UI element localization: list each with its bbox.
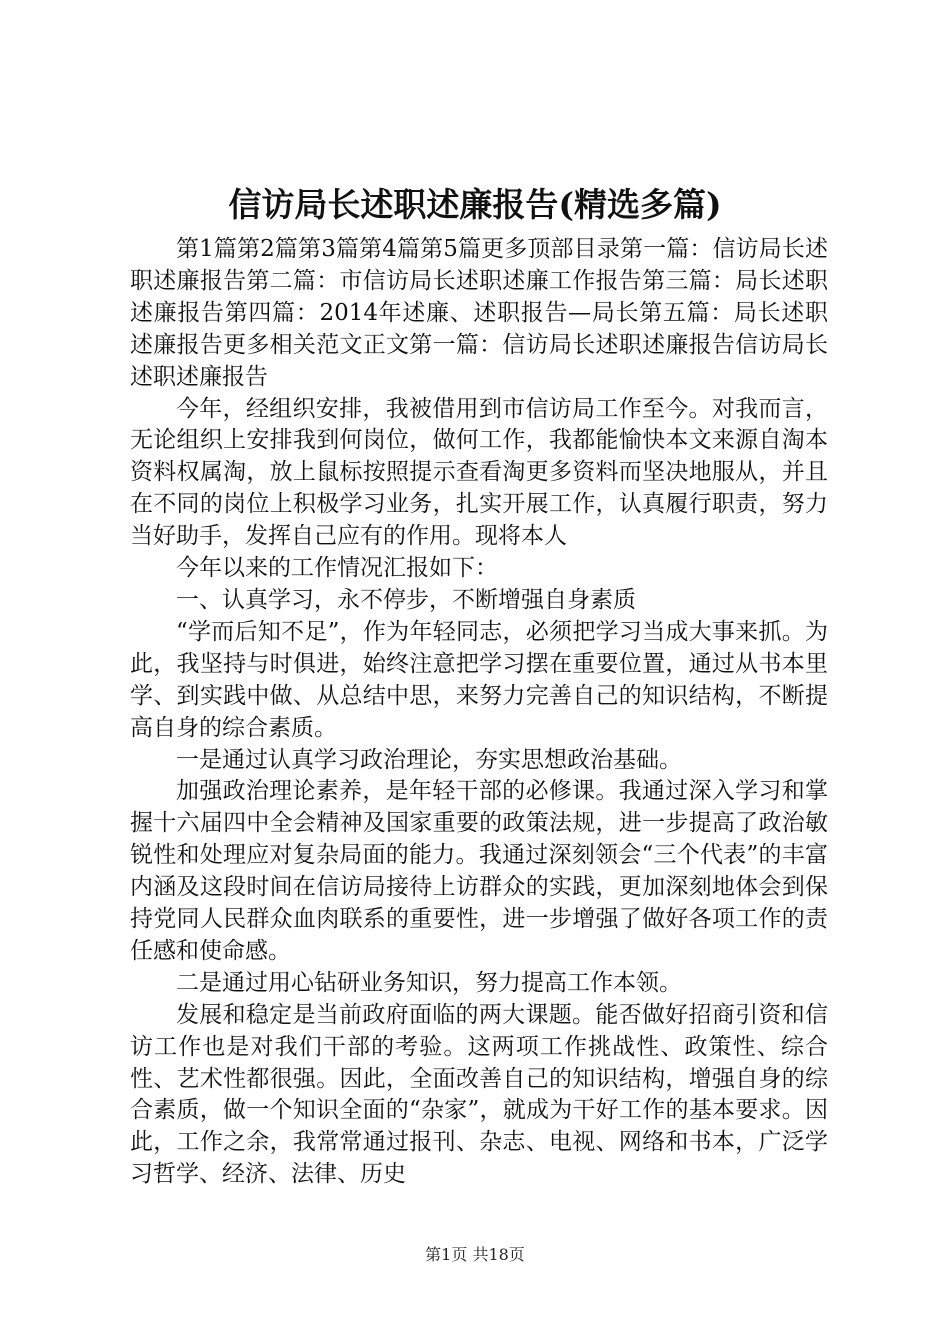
document-body bbox=[130, 234, 828, 1191]
document-title: 信访局长述职述廉报告(精选多篇) bbox=[228, 185, 722, 224]
paragraph: 今年以来的工作情况汇报如下： bbox=[176, 555, 498, 582]
paragraph-table-of-contents: 第1篇第2篇第3篇第4篇第5篇更多顶部目录第一篇：信访局长述职述廉报告第二篇：市信访局长述职述廉工作报告第三篇：局长述职述廉报告第四篇：2014年述廉、述职报告—局长第五篇：局长述职述廉报告更多相关范文正文第一篇：信访局长述职述廉报告信访局长述职述廉报告 bbox=[130, 236, 828, 390]
subsection-heading: 一是通过认真学习政治理论，夯实思想政治基础。 bbox=[176, 746, 682, 773]
subsection-heading: 二是通过用心钻研业务知识，努力提高工作本领。 bbox=[176, 969, 682, 996]
paragraph: 今年，经组织安排，我被借用到市信访局工作至今。对我而言，无论组织上安排我到何岗位，做何工作，我都能愉快本文来源自淘本资料权属淘，放上鼠标按照提示查看淘更多资料而坚决地服从，并且在不同的岗位上积极学习业务，扎实开展工作，认真履行职责，努力当好助手，发挥自己应有的作用。现将本人 bbox=[130, 395, 828, 550]
paragraph: “学而后知不足”，作为年轻同志，必须把学习当成大事来抓。为此，我坚持与时俱进，始终注意把学习摆在重要位置，通过从书本里学、到实践中做、从总结中思，来努力完善自己的知识结构，不断提高自身的综合素质。 bbox=[130, 618, 828, 741]
paragraph: 发展和稳定是当前政府面临的两大课题。能否做好招商引资和信访工作也是对我们干部的考验。这两项工作挑战性、政策性、综合性、艺术性都很强。因此，全面改善自己的知识结构，增强自身的综合素质，做一个知识全面的“杂家”，就成为干好工作的基本要求。因此，工作之余，我常常通过报刊、杂志、电视、网络和书本，广泛学习哲学、经济、法律、历史 bbox=[130, 1001, 828, 1188]
paragraph: 加强政治理论素养，是年轻干部的必修课。我通过深入学习和掌握十六届四中全会精神及国家重要的政策法规，进一步提高了政治敏锐性和处理应对复杂局面的能力。我通过深刻领会“三个代表”的丰富内涵及这段时间在信访局接待上访群众的实践，更加深刻地体会到保持党同人民群众血肉联系的重要性，进一步增强了做好各项工作的责任感和使命感。 bbox=[130, 778, 828, 964]
page-number-footer: 第1页 共18页 bbox=[425, 1245, 525, 1264]
section-heading: 一、认真学习，永不停步，不断增强自身素质 bbox=[176, 586, 636, 613]
